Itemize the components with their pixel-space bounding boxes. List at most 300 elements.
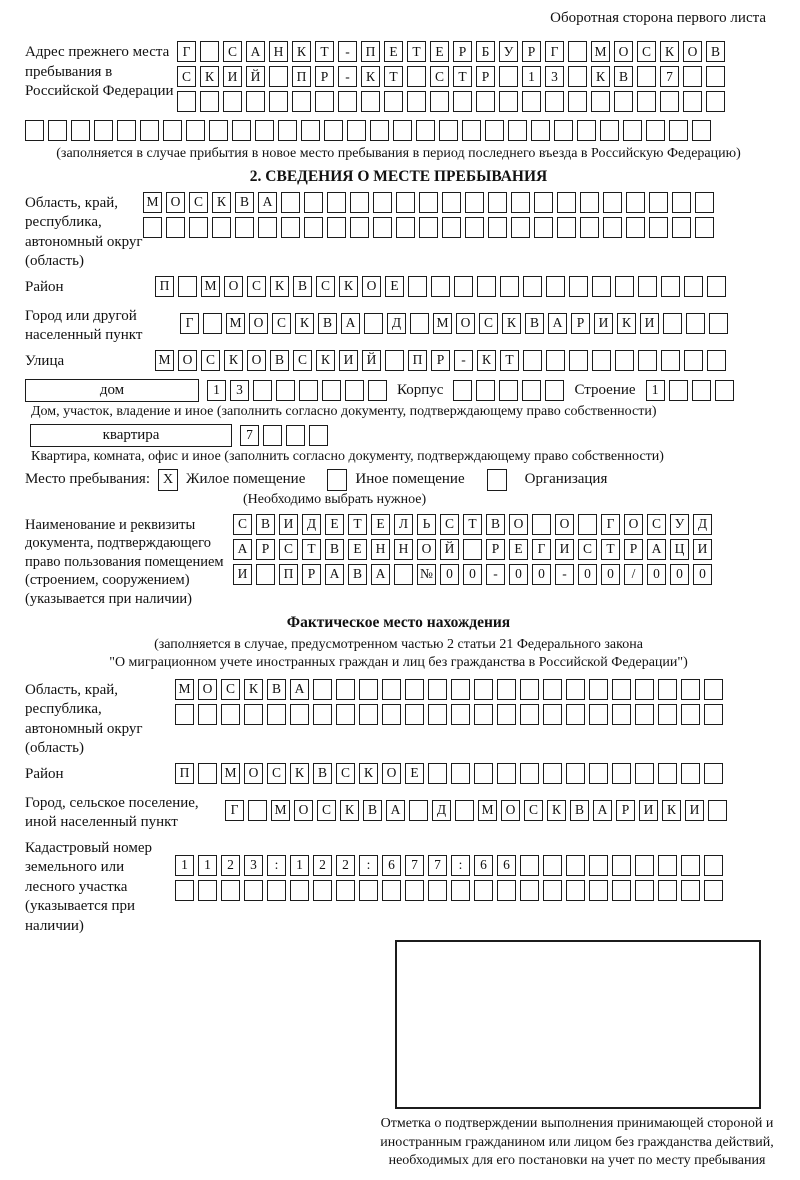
char-cell[interactable]: 2 [336, 855, 355, 876]
char-cell[interactable]: О [178, 350, 197, 371]
char-cell[interactable] [212, 217, 231, 238]
char-cell[interactable] [511, 217, 530, 238]
char-cell[interactable] [635, 704, 654, 725]
char-cell[interactable]: О [683, 41, 702, 62]
char-cell[interactable]: П [408, 350, 427, 371]
char-cell[interactable] [591, 91, 610, 112]
char-cell[interactable] [658, 763, 677, 784]
char-cell[interactable]: 2 [221, 855, 240, 876]
char-cell[interactable]: Н [394, 539, 413, 560]
char-cell[interactable] [531, 120, 550, 141]
char-cell[interactable]: К [339, 276, 358, 297]
char-cell[interactable] [612, 855, 631, 876]
char-cell[interactable]: Р [616, 800, 635, 821]
char-cell[interactable]: Е [371, 514, 390, 535]
char-cell[interactable]: А [548, 313, 567, 334]
char-cell[interactable] [267, 704, 286, 725]
char-cell[interactable] [554, 120, 573, 141]
char-cell[interactable]: М [226, 313, 245, 334]
char-cell[interactable] [592, 276, 611, 297]
char-cell[interactable]: О [614, 41, 633, 62]
char-cell[interactable]: С [201, 350, 220, 371]
char-cell[interactable] [707, 276, 726, 297]
char-cell[interactable]: А [647, 539, 666, 560]
char-cell[interactable]: Е [325, 514, 344, 535]
char-cell[interactable]: С [247, 276, 266, 297]
char-cell[interactable] [299, 380, 318, 401]
char-cell[interactable] [373, 192, 392, 213]
char-cell[interactable] [322, 380, 341, 401]
char-cell[interactable]: С [223, 41, 242, 62]
char-cell[interactable] [543, 880, 562, 901]
char-cell[interactable] [589, 704, 608, 725]
char-cell[interactable]: О [198, 679, 217, 700]
char-cell[interactable]: И [594, 313, 613, 334]
char-cell[interactable] [661, 276, 680, 297]
char-cell[interactable] [638, 276, 657, 297]
char-cell[interactable]: Г [532, 539, 551, 560]
char-cell[interactable] [177, 91, 196, 112]
char-cell[interactable]: Г [545, 41, 564, 62]
char-cell[interactable]: С [317, 800, 336, 821]
char-cell[interactable]: М [175, 679, 194, 700]
char-cell[interactable] [361, 91, 380, 112]
char-cell[interactable] [497, 763, 516, 784]
char-cell[interactable] [281, 217, 300, 238]
kvartira-type-box[interactable]: квартира [30, 424, 232, 447]
char-cell[interactable] [545, 91, 564, 112]
char-cell[interactable]: / [624, 564, 643, 585]
char-cell[interactable]: 6 [474, 855, 493, 876]
char-cell[interactable] [304, 217, 323, 238]
char-cell[interactable]: К [316, 350, 335, 371]
char-cell[interactable]: Л [394, 514, 413, 535]
char-cell[interactable]: Т [453, 66, 472, 87]
char-cell[interactable]: И [339, 350, 358, 371]
char-cell[interactable]: С [177, 66, 196, 87]
char-cell[interactable] [704, 855, 723, 876]
char-cell[interactable] [453, 91, 472, 112]
char-cell[interactable] [315, 91, 334, 112]
char-cell[interactable]: В [570, 800, 589, 821]
char-cell[interactable] [523, 350, 542, 371]
char-cell[interactable] [350, 192, 369, 213]
char-cell[interactable]: С [279, 539, 298, 560]
char-cell[interactable]: О [509, 514, 528, 535]
char-cell[interactable]: А [341, 313, 360, 334]
char-cell[interactable] [534, 192, 553, 213]
char-cell[interactable]: Р [571, 313, 590, 334]
char-cell[interactable]: Т [384, 66, 403, 87]
char-cell[interactable] [248, 800, 267, 821]
char-cell[interactable] [635, 763, 654, 784]
char-cell[interactable] [232, 120, 251, 141]
char-cell[interactable]: С [233, 514, 252, 535]
char-cell[interactable] [626, 192, 645, 213]
char-cell[interactable] [707, 350, 726, 371]
char-cell[interactable] [568, 91, 587, 112]
char-cell[interactable]: 0 [670, 564, 689, 585]
char-cell[interactable]: Д [693, 514, 712, 535]
char-cell[interactable]: 6 [497, 855, 516, 876]
char-cell[interactable] [580, 192, 599, 213]
char-cell[interactable] [278, 120, 297, 141]
char-cell[interactable] [715, 380, 734, 401]
char-cell[interactable] [692, 120, 711, 141]
char-cell[interactable] [499, 91, 518, 112]
char-cell[interactable] [166, 217, 185, 238]
char-cell[interactable]: 1 [175, 855, 194, 876]
char-cell[interactable]: Й [246, 66, 265, 87]
char-cell[interactable] [269, 91, 288, 112]
char-cell[interactable] [410, 313, 429, 334]
char-cell[interactable]: Е [385, 276, 404, 297]
char-cell[interactable]: 0 [647, 564, 666, 585]
char-cell[interactable]: 7 [240, 425, 259, 446]
char-cell[interactable]: О [244, 763, 263, 784]
char-cell[interactable]: И [233, 564, 252, 585]
char-cell[interactable] [256, 564, 275, 585]
char-cell[interactable] [476, 380, 495, 401]
char-cell[interactable] [396, 192, 415, 213]
char-cell[interactable]: С [267, 763, 286, 784]
char-cell[interactable] [198, 880, 217, 901]
char-cell[interactable] [681, 880, 700, 901]
char-cell[interactable] [499, 66, 518, 87]
char-cell[interactable] [419, 217, 438, 238]
char-cell[interactable] [681, 855, 700, 876]
char-cell[interactable] [71, 120, 90, 141]
char-cell[interactable]: С [524, 800, 543, 821]
char-cell[interactable] [476, 91, 495, 112]
char-cell[interactable] [431, 276, 450, 297]
char-cell[interactable]: Р [522, 41, 541, 62]
char-cell[interactable] [451, 763, 470, 784]
char-cell[interactable] [25, 120, 44, 141]
char-cell[interactable] [589, 855, 608, 876]
char-cell[interactable]: С [637, 41, 656, 62]
char-cell[interactable]: П [155, 276, 174, 297]
char-cell[interactable] [347, 120, 366, 141]
char-cell[interactable] [244, 880, 263, 901]
char-cell[interactable] [336, 704, 355, 725]
char-cell[interactable]: К [295, 313, 314, 334]
char-cell[interactable]: В [325, 539, 344, 560]
char-cell[interactable] [454, 276, 473, 297]
char-cell[interactable] [497, 704, 516, 725]
char-cell[interactable]: О [224, 276, 243, 297]
char-cell[interactable] [364, 313, 383, 334]
char-cell[interactable]: Й [362, 350, 381, 371]
char-cell[interactable] [520, 704, 539, 725]
char-cell[interactable] [566, 704, 585, 725]
char-cell[interactable] [200, 41, 219, 62]
char-cell[interactable]: О [247, 350, 266, 371]
char-cell[interactable] [660, 91, 679, 112]
char-cell[interactable] [382, 880, 401, 901]
char-cell[interactable]: Р [431, 350, 450, 371]
char-cell[interactable] [545, 380, 564, 401]
char-cell[interactable] [350, 217, 369, 238]
dom-type-box[interactable]: дом [25, 379, 199, 402]
char-cell[interactable] [324, 120, 343, 141]
char-cell[interactable] [370, 120, 389, 141]
char-cell[interactable]: К [270, 276, 289, 297]
char-cell[interactable]: М [143, 192, 162, 213]
char-cell[interactable] [385, 350, 404, 371]
char-cell[interactable] [546, 276, 565, 297]
char-cell[interactable]: П [279, 564, 298, 585]
char-cell[interactable]: Р [486, 539, 505, 560]
char-cell[interactable] [661, 350, 680, 371]
char-cell[interactable]: С [336, 763, 355, 784]
char-cell[interactable] [681, 763, 700, 784]
char-cell[interactable]: Т [302, 539, 321, 560]
char-cell[interactable] [681, 679, 700, 700]
char-cell[interactable] [143, 217, 162, 238]
char-cell[interactable] [253, 380, 272, 401]
char-cell[interactable] [338, 91, 357, 112]
char-cell[interactable]: А [325, 564, 344, 585]
char-cell[interactable]: 3 [244, 855, 263, 876]
char-cell[interactable] [327, 217, 346, 238]
char-cell[interactable]: М [478, 800, 497, 821]
char-cell[interactable]: В [525, 313, 544, 334]
char-cell[interactable] [623, 120, 642, 141]
char-cell[interactable]: С [647, 514, 666, 535]
char-cell[interactable]: 1 [646, 380, 665, 401]
char-cell[interactable]: М [221, 763, 240, 784]
char-cell[interactable] [221, 704, 240, 725]
char-cell[interactable]: М [201, 276, 220, 297]
char-cell[interactable] [635, 880, 654, 901]
char-cell[interactable]: В [706, 41, 725, 62]
char-cell[interactable]: Т [348, 514, 367, 535]
char-cell[interactable]: К [292, 41, 311, 62]
char-cell[interactable] [269, 66, 288, 87]
char-cell[interactable] [244, 704, 263, 725]
char-cell[interactable] [276, 380, 295, 401]
char-cell[interactable] [409, 800, 428, 821]
char-cell[interactable] [603, 192, 622, 213]
char-cell[interactable]: К [662, 800, 681, 821]
char-cell[interactable] [209, 120, 228, 141]
char-cell[interactable]: Р [453, 41, 472, 62]
char-cell[interactable]: - [338, 66, 357, 87]
char-cell[interactable]: А [371, 564, 390, 585]
char-cell[interactable] [462, 120, 481, 141]
char-cell[interactable] [290, 880, 309, 901]
char-cell[interactable] [669, 380, 688, 401]
char-cell[interactable] [523, 276, 542, 297]
char-cell[interactable]: Г [177, 41, 196, 62]
char-cell[interactable]: О [382, 763, 401, 784]
char-cell[interactable]: В [348, 564, 367, 585]
char-cell[interactable] [589, 763, 608, 784]
char-cell[interactable]: 7 [405, 855, 424, 876]
char-cell[interactable] [683, 91, 702, 112]
char-cell[interactable]: А [386, 800, 405, 821]
char-cell[interactable] [557, 192, 576, 213]
char-cell[interactable]: М [591, 41, 610, 62]
char-cell[interactable] [345, 380, 364, 401]
char-cell[interactable] [451, 704, 470, 725]
char-cell[interactable] [520, 679, 539, 700]
char-cell[interactable]: У [499, 41, 518, 62]
char-cell[interactable] [382, 679, 401, 700]
char-cell[interactable] [520, 763, 539, 784]
char-cell[interactable] [672, 217, 691, 238]
inoe-checkbox[interactable] [327, 469, 347, 491]
char-cell[interactable] [313, 704, 332, 725]
char-cell[interactable]: 7 [660, 66, 679, 87]
char-cell[interactable]: Е [509, 539, 528, 560]
char-cell[interactable] [577, 120, 596, 141]
char-cell[interactable]: В [363, 800, 382, 821]
char-cell[interactable] [198, 704, 217, 725]
char-cell[interactable] [178, 276, 197, 297]
char-cell[interactable] [384, 91, 403, 112]
char-cell[interactable]: О [294, 800, 313, 821]
char-cell[interactable]: К [212, 192, 231, 213]
char-cell[interactable] [499, 380, 518, 401]
char-cell[interactable]: В [313, 763, 332, 784]
char-cell[interactable]: : [451, 855, 470, 876]
char-cell[interactable]: В [318, 313, 337, 334]
char-cell[interactable]: К [591, 66, 610, 87]
char-cell[interactable] [520, 880, 539, 901]
char-cell[interactable] [281, 192, 300, 213]
char-cell[interactable] [546, 350, 565, 371]
char-cell[interactable] [428, 880, 447, 901]
char-cell[interactable]: Й [440, 539, 459, 560]
char-cell[interactable] [543, 704, 562, 725]
char-cell[interactable] [681, 704, 700, 725]
char-cell[interactable]: Т [601, 539, 620, 560]
char-cell[interactable]: И [685, 800, 704, 821]
char-cell[interactable] [359, 704, 378, 725]
char-cell[interactable]: Р [302, 564, 321, 585]
char-cell[interactable] [94, 120, 113, 141]
char-cell[interactable] [267, 880, 286, 901]
char-cell[interactable] [48, 120, 67, 141]
char-cell[interactable]: 0 [440, 564, 459, 585]
char-cell[interactable]: Н [269, 41, 288, 62]
char-cell[interactable]: 0 [463, 564, 482, 585]
char-cell[interactable] [603, 217, 622, 238]
char-cell[interactable]: О [249, 313, 268, 334]
char-cell[interactable] [117, 120, 136, 141]
char-cell[interactable]: Д [302, 514, 321, 535]
char-cell[interactable]: В [486, 514, 505, 535]
char-cell[interactable]: Г [225, 800, 244, 821]
char-cell[interactable] [203, 313, 222, 334]
char-cell[interactable] [451, 880, 470, 901]
char-cell[interactable]: И [640, 313, 659, 334]
char-cell[interactable]: 3 [230, 380, 249, 401]
char-cell[interactable] [405, 704, 424, 725]
char-cell[interactable]: О [624, 514, 643, 535]
char-cell[interactable] [465, 217, 484, 238]
char-cell[interactable] [543, 855, 562, 876]
char-cell[interactable]: К [547, 800, 566, 821]
char-cell[interactable]: 0 [578, 564, 597, 585]
char-cell[interactable] [394, 564, 413, 585]
char-cell[interactable] [428, 679, 447, 700]
char-cell[interactable]: 1 [522, 66, 541, 87]
char-cell[interactable]: К [361, 66, 380, 87]
char-cell[interactable] [580, 217, 599, 238]
char-cell[interactable] [663, 313, 682, 334]
char-cell[interactable]: Р [315, 66, 334, 87]
char-cell[interactable] [442, 217, 461, 238]
char-cell[interactable]: Т [407, 41, 426, 62]
char-cell[interactable]: В [293, 276, 312, 297]
char-cell[interactable] [649, 217, 668, 238]
char-cell[interactable] [532, 514, 551, 535]
char-cell[interactable]: 0 [509, 564, 528, 585]
char-cell[interactable]: И [693, 539, 712, 560]
char-cell[interactable] [407, 66, 426, 87]
char-cell[interactable] [286, 425, 305, 446]
char-cell[interactable]: 0 [601, 564, 620, 585]
char-cell[interactable] [428, 763, 447, 784]
char-cell[interactable] [704, 679, 723, 700]
char-cell[interactable]: 1 [290, 855, 309, 876]
char-cell[interactable]: В [270, 350, 289, 371]
char-cell[interactable] [658, 880, 677, 901]
char-cell[interactable]: Г [180, 313, 199, 334]
char-cell[interactable]: С [316, 276, 335, 297]
char-cell[interactable]: 7 [428, 855, 447, 876]
char-cell[interactable]: 3 [545, 66, 564, 87]
char-cell[interactable]: 0 [532, 564, 551, 585]
char-cell[interactable]: М [155, 350, 174, 371]
char-cell[interactable]: Ц [670, 539, 689, 560]
char-cell[interactable] [612, 880, 631, 901]
char-cell[interactable] [614, 91, 633, 112]
char-cell[interactable]: С [293, 350, 312, 371]
char-cell[interactable]: Б [476, 41, 495, 62]
char-cell[interactable]: Г [601, 514, 620, 535]
char-cell[interactable]: Д [387, 313, 406, 334]
char-cell[interactable] [451, 679, 470, 700]
char-cell[interactable] [313, 679, 332, 700]
char-cell[interactable] [292, 91, 311, 112]
char-cell[interactable] [327, 192, 346, 213]
char-cell[interactable] [658, 704, 677, 725]
char-cell[interactable] [477, 276, 496, 297]
char-cell[interactable]: К [290, 763, 309, 784]
char-cell[interactable]: С [479, 313, 498, 334]
char-cell[interactable] [453, 380, 472, 401]
char-cell[interactable]: № [417, 564, 436, 585]
char-cell[interactable] [566, 880, 585, 901]
char-cell[interactable]: Ь [417, 514, 436, 535]
char-cell[interactable]: Т [500, 350, 519, 371]
char-cell[interactable] [163, 120, 182, 141]
char-cell[interactable]: К [244, 679, 263, 700]
char-cell[interactable]: Т [315, 41, 334, 62]
char-cell[interactable] [359, 679, 378, 700]
char-cell[interactable] [221, 880, 240, 901]
char-cell[interactable] [557, 217, 576, 238]
char-cell[interactable] [635, 679, 654, 700]
char-cell[interactable] [186, 120, 205, 141]
char-cell[interactable]: 1 [198, 855, 217, 876]
char-cell[interactable] [393, 120, 412, 141]
char-cell[interactable]: О [166, 192, 185, 213]
